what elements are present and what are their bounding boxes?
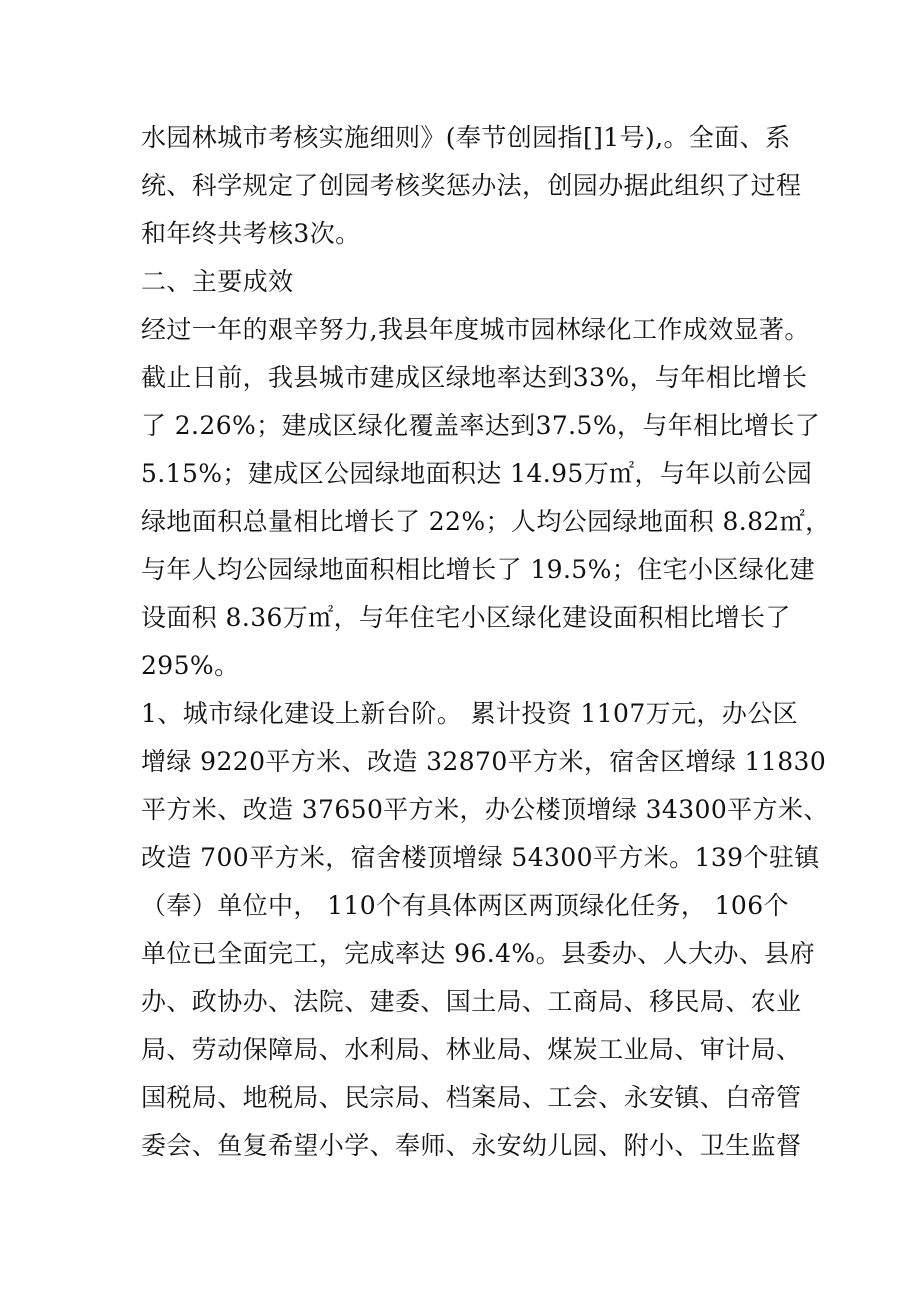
- text-line: 截止日前，我县城市建成区绿地率达到33%，与年相比增长: [141, 363, 808, 392]
- section-heading: 二、主要成效: [141, 267, 294, 296]
- text-line: 5.15%；建成区公园绿地面积达 14.95万㎡，与年以前公园: [141, 459, 813, 488]
- text-line: 了 2.26%；建成区绿化覆盖率达到37.5%，与年相比增长了: [141, 411, 821, 440]
- text-line: 水园林城市考核实施细则》(奉节创园指[]1号),。全面、系: [141, 123, 791, 152]
- text-line: 295%。: [141, 651, 240, 680]
- text-line: 办、政协办、法院、建委、国土局、工商局、移民局、农业: [141, 987, 802, 1016]
- text-line: 改造 700平方米，宿舍楼顶增绿 54300平方米。139个驻镇: [141, 843, 820, 872]
- text-line: 与年人均公园绿地面积相比增长了 19.5%；住宅小区绿化建: [141, 555, 815, 584]
- text-line: 绿地面积总量相比增长了 22%；人均公园绿地面积 8.82㎡，: [141, 507, 831, 536]
- text-line: 和年终共考核3次。: [141, 219, 361, 248]
- text-line: 平方米、改造 37650平方米，办公楼顶增绿 34300平方米、: [141, 795, 829, 824]
- text-line: 增绿 9220平方米、改造 32870平方米，宿舍区增绿 11830: [141, 747, 827, 776]
- text-line: 国税局、地税局、民宗局、档案局、工会、永安镇、白帝管: [141, 1083, 802, 1112]
- text-line: 统、科学规定了创园考核奖惩办法，创园办据此组织了过程: [141, 171, 802, 200]
- text-line: 局、劳动保障局、水利局、林业局、煤炭工业局、审计局、: [141, 1035, 802, 1064]
- text-line: 设面积 8.36万㎡，与年住宅小区绿化建设面积相比增长了: [141, 603, 791, 632]
- text-line: （奉）单位中， 110个有具体两区两顶绿化任务， 106个: [141, 891, 789, 920]
- text-line: 经过一年的艰辛努力,我县年度城市园林绿化工作成效显著。: [141, 315, 810, 344]
- text-line: 1、城市绿化建设上新台阶。 累计投资 1107万元，办公区: [141, 699, 799, 728]
- text-line: 单位已全面完工，完成率达 96.4%。县委办、人大办、县府: [141, 939, 815, 968]
- text-line: 委会、鱼复希望小学、奉师、永安幼儿园、附小、卫生监督: [141, 1131, 802, 1160]
